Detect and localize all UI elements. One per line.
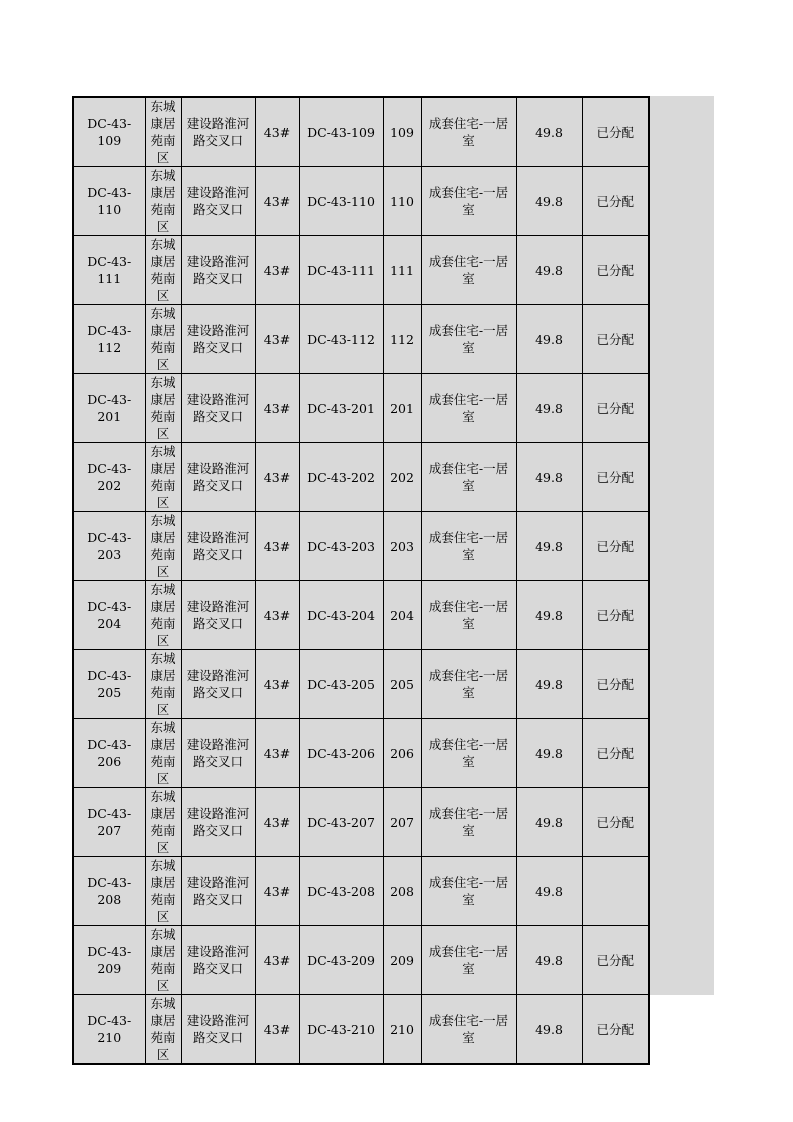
table-row bbox=[73, 788, 649, 857]
cell-building: 43# bbox=[255, 995, 299, 1065]
cell-room-number: 110 bbox=[383, 167, 421, 236]
table-row bbox=[73, 443, 649, 512]
cell-house-code: DC-43-207 bbox=[73, 788, 145, 857]
table-row bbox=[73, 305, 649, 374]
cell-allocation-status bbox=[582, 857, 649, 926]
cell-area: 49.8 bbox=[516, 719, 582, 788]
cell-unit-code: DC-43-209 bbox=[299, 926, 383, 995]
cell-room-number: 109 bbox=[383, 97, 421, 167]
cell-housing-type: 成套住宅-一居室 bbox=[421, 305, 516, 374]
cell-building: 43# bbox=[255, 857, 299, 926]
cell-community: 东城康居苑南区 bbox=[145, 236, 181, 305]
cell-location: 建设路淮河路交叉口 bbox=[181, 926, 255, 995]
cell-unit-code: DC-43-210 bbox=[299, 995, 383, 1065]
cell-unit-code: DC-43-203 bbox=[299, 512, 383, 581]
cell-community: 东城康居苑南区 bbox=[145, 167, 181, 236]
cell-housing-type: 成套住宅-一居室 bbox=[421, 374, 516, 443]
cell-room-number: 201 bbox=[383, 374, 421, 443]
housing-allocation-table bbox=[72, 96, 650, 1065]
cell-building: 43# bbox=[255, 305, 299, 374]
cell-room-number: 205 bbox=[383, 650, 421, 719]
cell-housing-type: 成套住宅-一居室 bbox=[421, 719, 516, 788]
cell-unit-code: DC-43-111 bbox=[299, 236, 383, 305]
cell-location: 建设路淮河路交叉口 bbox=[181, 305, 255, 374]
cell-building: 43# bbox=[255, 443, 299, 512]
cell-area: 49.8 bbox=[516, 305, 582, 374]
cell-allocation-status: 已分配 bbox=[582, 167, 649, 236]
cell-area: 49.8 bbox=[516, 167, 582, 236]
cell-location: 建设路淮河路交叉口 bbox=[181, 97, 255, 167]
cell-allocation-status: 已分配 bbox=[582, 788, 649, 857]
table-body bbox=[73, 97, 649, 1064]
cell-unit-code: DC-43-204 bbox=[299, 581, 383, 650]
cell-room-number: 208 bbox=[383, 857, 421, 926]
cell-community: 东城康居苑南区 bbox=[145, 650, 181, 719]
cell-area: 49.8 bbox=[516, 857, 582, 926]
cell-location: 建设路淮河路交叉口 bbox=[181, 443, 255, 512]
cell-community: 东城康居苑南区 bbox=[145, 857, 181, 926]
cell-room-number: 210 bbox=[383, 995, 421, 1065]
cell-community: 东城康居苑南区 bbox=[145, 374, 181, 443]
cell-building: 43# bbox=[255, 236, 299, 305]
cell-allocation-status: 已分配 bbox=[582, 650, 649, 719]
cell-allocation-status: 已分配 bbox=[582, 305, 649, 374]
cell-house-code: DC-43-204 bbox=[73, 581, 145, 650]
cell-unit-code: DC-43-201 bbox=[299, 374, 383, 443]
cell-area: 49.8 bbox=[516, 97, 582, 167]
cell-housing-type: 成套住宅-一居室 bbox=[421, 788, 516, 857]
cell-area: 49.8 bbox=[516, 995, 582, 1065]
cell-location: 建设路淮河路交叉口 bbox=[181, 236, 255, 305]
cell-area: 49.8 bbox=[516, 788, 582, 857]
cell-community: 东城康居苑南区 bbox=[145, 926, 181, 995]
cell-room-number: 204 bbox=[383, 581, 421, 650]
cell-building: 43# bbox=[255, 650, 299, 719]
cell-building: 43# bbox=[255, 374, 299, 443]
cell-allocation-status: 已分配 bbox=[582, 443, 649, 512]
cell-unit-code: DC-43-208 bbox=[299, 857, 383, 926]
cell-unit-code: DC-43-207 bbox=[299, 788, 383, 857]
cell-house-code: DC-43-110 bbox=[73, 167, 145, 236]
cell-area: 49.8 bbox=[516, 512, 582, 581]
cell-housing-type: 成套住宅-一居室 bbox=[421, 97, 516, 167]
table-row bbox=[73, 926, 649, 995]
cell-community: 东城康居苑南区 bbox=[145, 788, 181, 857]
cell-community: 东城康居苑南区 bbox=[145, 305, 181, 374]
cell-room-number: 112 bbox=[383, 305, 421, 374]
cell-room-number: 206 bbox=[383, 719, 421, 788]
table-row bbox=[73, 512, 649, 581]
cell-house-code: DC-43-209 bbox=[73, 926, 145, 995]
cell-unit-code: DC-43-109 bbox=[299, 97, 383, 167]
cell-housing-type: 成套住宅-一居室 bbox=[421, 167, 516, 236]
table-row bbox=[73, 857, 649, 926]
cell-room-number: 202 bbox=[383, 443, 421, 512]
cell-location: 建设路淮河路交叉口 bbox=[181, 719, 255, 788]
cell-building: 43# bbox=[255, 512, 299, 581]
table-row bbox=[73, 995, 649, 1065]
cell-community: 东城康居苑南区 bbox=[145, 995, 181, 1065]
cell-room-number: 209 bbox=[383, 926, 421, 995]
cell-house-code: DC-43-208 bbox=[73, 857, 145, 926]
cell-location: 建设路淮河路交叉口 bbox=[181, 167, 255, 236]
cell-housing-type: 成套住宅-一居室 bbox=[421, 236, 516, 305]
cell-community: 东城康居苑南区 bbox=[145, 581, 181, 650]
cell-building: 43# bbox=[255, 926, 299, 995]
cell-housing-type: 成套住宅-一居室 bbox=[421, 926, 516, 995]
cell-housing-type: 成套住宅-一居室 bbox=[421, 857, 516, 926]
cell-unit-code: DC-43-202 bbox=[299, 443, 383, 512]
cell-room-number: 203 bbox=[383, 512, 421, 581]
cell-community: 东城康居苑南区 bbox=[145, 443, 181, 512]
cell-house-code: DC-43-210 bbox=[73, 995, 145, 1065]
cell-housing-type: 成套住宅-一居室 bbox=[421, 581, 516, 650]
cell-allocation-status: 已分配 bbox=[582, 97, 649, 167]
cell-house-code: DC-43-109 bbox=[73, 97, 145, 167]
cell-community: 东城康居苑南区 bbox=[145, 97, 181, 167]
cell-location: 建设路淮河路交叉口 bbox=[181, 995, 255, 1065]
cell-area: 49.8 bbox=[516, 374, 582, 443]
cell-location: 建设路淮河路交叉口 bbox=[181, 581, 255, 650]
cell-housing-type: 成套住宅-一居室 bbox=[421, 995, 516, 1065]
cell-allocation-status: 已分配 bbox=[582, 926, 649, 995]
cell-house-code: DC-43-202 bbox=[73, 443, 145, 512]
cell-location: 建设路淮河路交叉口 bbox=[181, 650, 255, 719]
cell-building: 43# bbox=[255, 97, 299, 167]
cell-area: 49.8 bbox=[516, 650, 582, 719]
table-row bbox=[73, 236, 649, 305]
cell-area: 49.8 bbox=[516, 443, 582, 512]
cell-community: 东城康居苑南区 bbox=[145, 719, 181, 788]
cell-house-code: DC-43-111 bbox=[73, 236, 145, 305]
cell-house-code: DC-43-112 bbox=[73, 305, 145, 374]
table-row bbox=[73, 581, 649, 650]
cell-house-code: DC-43-206 bbox=[73, 719, 145, 788]
cell-location: 建设路淮河路交叉口 bbox=[181, 374, 255, 443]
cell-allocation-status: 已分配 bbox=[582, 236, 649, 305]
cell-allocation-status: 已分配 bbox=[582, 581, 649, 650]
cell-building: 43# bbox=[255, 167, 299, 236]
cell-building: 43# bbox=[255, 788, 299, 857]
cell-location: 建设路淮河路交叉口 bbox=[181, 788, 255, 857]
cell-room-number: 111 bbox=[383, 236, 421, 305]
table-row bbox=[73, 374, 649, 443]
cell-housing-type: 成套住宅-一居室 bbox=[421, 650, 516, 719]
cell-allocation-status: 已分配 bbox=[582, 512, 649, 581]
cell-house-code: DC-43-203 bbox=[73, 512, 145, 581]
cell-room-number: 207 bbox=[383, 788, 421, 857]
cell-area: 49.8 bbox=[516, 581, 582, 650]
cell-housing-type: 成套住宅-一居室 bbox=[421, 512, 516, 581]
cell-house-code: DC-43-201 bbox=[73, 374, 145, 443]
table-row bbox=[73, 650, 649, 719]
cell-location: 建设路淮河路交叉口 bbox=[181, 512, 255, 581]
cell-community: 东城康居苑南区 bbox=[145, 512, 181, 581]
table-row bbox=[73, 97, 649, 167]
cell-location: 建设路淮河路交叉口 bbox=[181, 857, 255, 926]
cell-unit-code: DC-43-112 bbox=[299, 305, 383, 374]
cell-area: 49.8 bbox=[516, 236, 582, 305]
table-row bbox=[73, 167, 649, 236]
cell-building: 43# bbox=[255, 719, 299, 788]
cell-building: 43# bbox=[255, 581, 299, 650]
cell-allocation-status: 已分配 bbox=[582, 374, 649, 443]
cell-unit-code: DC-43-205 bbox=[299, 650, 383, 719]
cell-allocation-status: 已分配 bbox=[582, 719, 649, 788]
cell-unit-code: DC-43-110 bbox=[299, 167, 383, 236]
table-row bbox=[73, 719, 649, 788]
cell-house-code: DC-43-205 bbox=[73, 650, 145, 719]
cell-unit-code: DC-43-206 bbox=[299, 719, 383, 788]
cell-housing-type: 成套住宅-一居室 bbox=[421, 443, 516, 512]
cell-allocation-status: 已分配 bbox=[582, 995, 649, 1065]
cell-area: 49.8 bbox=[516, 926, 582, 995]
